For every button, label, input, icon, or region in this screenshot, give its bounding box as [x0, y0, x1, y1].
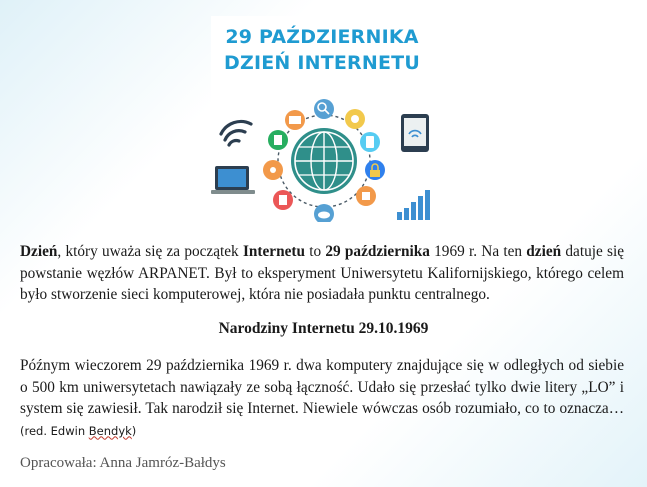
doc-icon: [268, 130, 288, 150]
poster-illustration: [211, 16, 433, 222]
poster-title-line2: DZIEŃ INTERNETU: [224, 52, 420, 74]
satellite-icon: [356, 186, 376, 206]
intro-paragraph: [20, 241, 624, 306]
network-icon: [263, 160, 283, 180]
p1-text-1: , który uważa się za początek: [57, 243, 243, 260]
p2-text: Późnym wieczorem 29 października 1969 r. dwa komputery znajdujące się w odległych od siebie o 500 km uniwersytetach nawiązały ze sobą łączność. Udało się przesłać tylko dwie litery „LO” i system się zawiesił. Tak narodził się Internet. Niewiele wówczas osób rozumiało, co to oznacza…: [20, 357, 624, 417]
gear-icon: [345, 109, 365, 129]
tablet-icon: [401, 114, 429, 152]
p1-bold-dzien: Dzień: [20, 243, 58, 260]
tablet-small-icon: [273, 190, 293, 210]
author-credit: Opracowała: Anna Jamróz-Bałdys: [20, 455, 226, 471]
globe-icon: [291, 128, 357, 194]
p1-text-2: to: [304, 243, 326, 260]
laptop-icon: [211, 166, 255, 194]
phone-icon: [360, 132, 380, 152]
section-heading: Narodziny Internetu 29.10.1969: [218, 320, 429, 337]
search-icon: [314, 99, 334, 119]
wifi-icon: [221, 122, 251, 145]
p1-bold-internetu: Internetu: [242, 243, 305, 260]
story-paragraph: [20, 355, 624, 442]
p1-text-4: datuje się powstanie węzłów ARPANET. Był to eksperyment Uniwersytetu Kalifornijskiego, którego celem było stworzenie sieci komputerowej, która nie posiadała punktu centralnego.: [20, 243, 624, 303]
poster-title-line1: 29 PAŹDZIERNIKA: [225, 26, 419, 48]
source-open: (red. Edwin: [20, 423, 89, 438]
source-name: Bendyk: [88, 423, 132, 438]
mail-icon: [285, 110, 305, 130]
lock-icon: [365, 160, 385, 180]
bar-chart-icon: [397, 190, 430, 220]
poster-image: [211, 16, 433, 222]
p1-bold-date: 29 października: [325, 243, 430, 260]
source-close: ): [131, 423, 137, 438]
p1-text-3: 1969 r. Na ten: [429, 243, 527, 260]
p1-bold-dzien-2: dzień: [526, 243, 562, 260]
